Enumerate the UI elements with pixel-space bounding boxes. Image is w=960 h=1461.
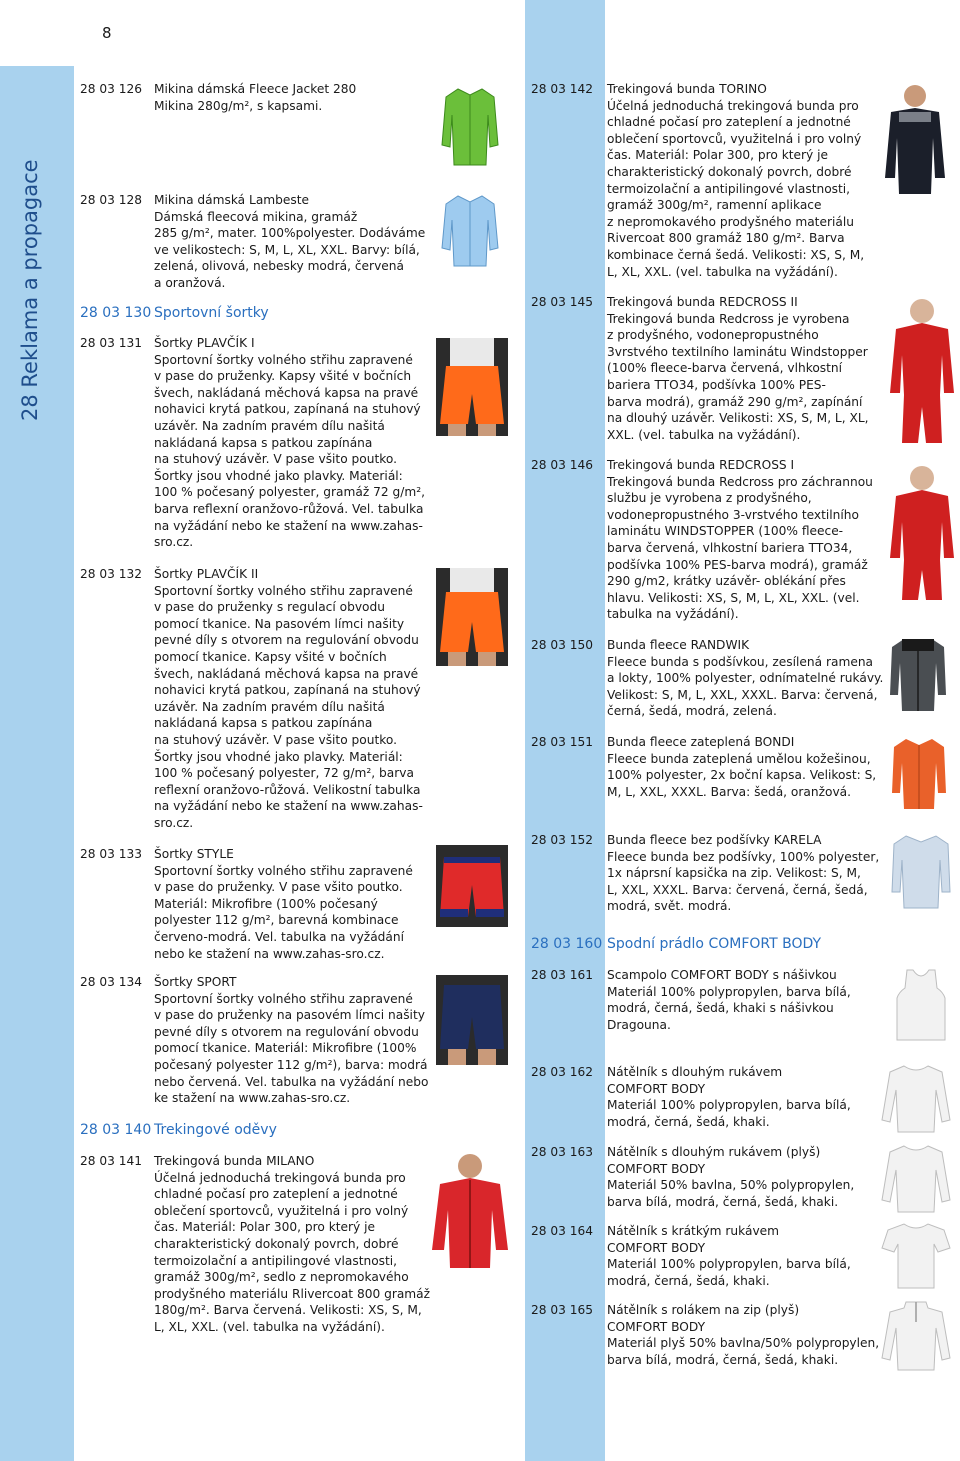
description-line: COMFORT BODY	[607, 1319, 706, 1334]
product-description	[607, 457, 873, 623]
description-line: Bunda fleece RANDWIK	[607, 638, 750, 652]
white-shortsleeve-164-image	[880, 1222, 952, 1290]
description-line: 3vrstvého textilního laminátu Windstopper	[607, 344, 868, 359]
product-code: 28 03 142	[531, 82, 594, 96]
description-line: barva červená, vlhkostní bariera TTO34,	[607, 540, 853, 555]
description-line: pevné díly s otvorem na regulování obvodu	[154, 633, 419, 648]
description-line: službu je vyrobena z prodyšného,	[607, 491, 812, 506]
red-jacket-redcross-2-image	[888, 295, 956, 445]
description-line: L, XXL, XXXL. Barva: červená, černá, šedá,	[607, 882, 868, 897]
description-line: 180g/m². Barva červená. Velikosti: XS, S, M,	[154, 1303, 422, 1318]
description-line: Bunda fleece bez podšívky KARELA	[607, 833, 822, 847]
red-jacket-milano-image	[430, 1150, 510, 1270]
description-line: na stuhový uzávěr. V pase všito poutko.	[154, 452, 397, 467]
description-line: gramáž 300g/m², ramenní aplikace	[607, 198, 822, 213]
description-line: Nátělník s dlouhým rukávem	[607, 1065, 783, 1079]
description-line: modrá, svět. modrá.	[607, 899, 732, 914]
white-zip-turtleneck-165-image	[880, 1300, 952, 1372]
description-line: barva modrá), gramáž 290 g/m², zapínání	[607, 394, 863, 409]
description-line: Šortky SPORT	[154, 975, 237, 989]
product-description	[607, 1144, 854, 1210]
description-line: Materiál 100% polypropylen, barva bílá,	[607, 984, 851, 999]
description-line: v pase do pruženky. V pase všito poutko.	[154, 880, 403, 895]
description-line: sro.cz.	[154, 815, 194, 830]
description-line: 100 % počesaný polyester, gramáž 72 g/m²,	[154, 485, 425, 500]
description-line: L, XL, XXL. (vel. tabulka na vyžádání).	[607, 264, 838, 279]
description-line: Mikina 280g/m², s kapsami.	[154, 98, 323, 113]
orange-shorts-plavcik-2-image	[436, 568, 508, 666]
description-line: COMFORT BODY	[607, 1161, 706, 1176]
description-line: Materiál 100% polypropylen, barva bílá,	[607, 1098, 851, 1113]
product-code: 28 03 128	[80, 193, 143, 207]
description-line: nakládaná kapsa s patkou zapínána	[154, 435, 373, 450]
white-longsleeve-162-image	[880, 1064, 952, 1134]
description-line: chladné počasí pro zateplení a jednotné	[154, 1187, 398, 1202]
description-line: modrá, černá, šedá, khaki s nášivkou	[607, 1001, 834, 1016]
description-line: uzávěr. Na zadním pravém dílu našitá	[154, 699, 385, 714]
description-line: Bunda fleece zateplená BONDI	[607, 735, 795, 749]
description-line: Fleece bunda s podšívkou, zesílená ramena	[607, 654, 874, 669]
description-line: gramáž 300g/m², sedlo z nepromokavého	[154, 1270, 409, 1285]
orange-shorts-plavcik-1-image	[436, 338, 508, 436]
product-code: 28 03 134	[80, 975, 143, 989]
product-code: 28 03 161	[531, 968, 594, 982]
product-code: 28 03 163	[531, 1145, 594, 1159]
description-line: modrá, černá, šedá, khaki.	[607, 1114, 770, 1129]
description-line: na vyžádání nebo ke stažení na www.zahas-	[154, 518, 423, 533]
product-description	[154, 335, 425, 551]
product-code: 28 03 146	[531, 458, 594, 472]
description-line: uzávěr. Na zadním pravém dílu našitá	[154, 418, 385, 433]
section-code: 28 03 140	[80, 1122, 152, 1138]
description-line: prodyšného materiálu Rlivercoat 800 gramáž	[154, 1286, 431, 1301]
product-description	[607, 294, 869, 443]
description-line: charakteristický dokonalý povrch, dobré	[154, 1236, 399, 1251]
description-line: oblečení sportovců, využitelná i pro volný	[154, 1203, 409, 1218]
product-description	[607, 81, 864, 280]
description-line: Šortky jsou vhodné jako plavky. Materiál:	[154, 749, 403, 764]
description-line: nohavici krytá patkou, zapínaná na stuhový	[154, 402, 421, 417]
description-line: COMFORT BODY	[607, 1240, 706, 1255]
black-grey-jacket-torino-image	[883, 82, 947, 200]
product-code: 28 03 164	[531, 1224, 594, 1238]
description-line: Materiál: Mikrofibre (100% počesaný	[154, 896, 378, 911]
light-blue-fleece-jacket-image	[440, 192, 500, 270]
product-description	[154, 974, 428, 1107]
description-line: Mikina dámská Fleece Jacket 280	[154, 82, 357, 96]
description-line: na dlouhý uzávěr. Velikosti: XS, S, M, L, XL,	[607, 411, 869, 426]
light-blue-fleece-karela-image	[890, 832, 952, 912]
description-line: modrá, černá, šedá, khaki.	[607, 1273, 770, 1288]
description-line: pomocí tkanice. Kapsy všité v bočních	[154, 649, 387, 664]
product-code: 28 03 150	[531, 638, 594, 652]
description-line: charakteristický dokonalý povrch, dobré	[607, 164, 852, 179]
description-line: 100% polyester, 2x boční kapsa. Velikost: S,	[607, 768, 877, 783]
description-line: nohavici krytá patkou, zapínaná na stuhový	[154, 683, 421, 698]
description-line: červeno-modrá. Vel. tabulka na vyžádání	[154, 929, 404, 944]
description-line: Scampolo COMFORT BODY s nášivkou	[607, 968, 837, 982]
description-line: 1x náprsní kapsička na zip. Velikost: S, M,	[607, 866, 861, 881]
product-code: 28 03 162	[531, 1065, 594, 1079]
product-description	[607, 734, 876, 800]
description-line: Nátělník s dlouhým rukávem (plyš)	[607, 1145, 821, 1159]
description-line: Nátělník s rolákem na zip (plyš)	[607, 1303, 800, 1317]
description-line: chladné počasí pro zateplení a jednotné	[607, 115, 851, 130]
description-line: Rivercoat 800 gramáž 180 g/m². Barva	[607, 231, 845, 246]
description-line: podšívka 100% PES-barva modrá), gramáž	[607, 557, 868, 572]
description-line: pomocí tkanice. Na pasovém límci našity	[154, 616, 405, 631]
description-line: ve velikostech: S, M, L, XL, XXL. Barvy: bílá,	[154, 242, 420, 257]
navy-shorts-sport-image	[436, 975, 508, 1065]
description-line: Trekingová bunda REDCROSS II	[607, 295, 798, 309]
product-description	[154, 566, 423, 832]
description-line: 290 g/m2, krátky uzávěr- oblékání přes	[607, 574, 846, 589]
description-line: Materiál 50% bavlna, 50% polypropylen,	[607, 1178, 855, 1193]
description-line: sro.cz.	[154, 535, 194, 550]
description-line: polyester 112 g/m², barevná kombinace	[154, 913, 399, 928]
description-line: nebo ke stažení na www.zahas-sro.cz.	[154, 946, 385, 961]
product-description	[607, 637, 883, 720]
description-line: barva reflexní oranžovo-růžová. Vel. tabulka	[154, 501, 424, 516]
product-description	[607, 1223, 851, 1289]
description-line: L, XL, XXL. (vel. tabulka na vyžádání).	[154, 1319, 385, 1334]
description-line: počesaný polyester 112 g/m²), barva: modrá	[154, 1057, 428, 1072]
product-code: 28 03 132	[80, 567, 143, 581]
grey-black-fleece-randwik-image	[888, 635, 948, 715]
description-line: Mikina dámská Lambeste	[154, 193, 310, 207]
product-code: 28 03 131	[80, 336, 143, 350]
description-line: nakládaná kapsa s patkou zapínána	[154, 716, 373, 731]
description-line: nebo červená. Vel. tabulka na vyžádání nebo	[154, 1074, 429, 1089]
product-code: 28 03 152	[531, 833, 594, 847]
description-line: Šortky STYLE	[154, 847, 234, 861]
description-line: Trekingová bunda REDCROSS I	[607, 458, 795, 472]
sidebar-band	[0, 66, 74, 1461]
product-code: 28 03 133	[80, 847, 143, 861]
description-line: (100% fleece-barva červená, vlhkostní	[607, 361, 843, 376]
description-line: ke stažení na www.zahas-sro.cz.	[154, 1091, 351, 1106]
section-code: 28 03 160	[531, 936, 603, 952]
description-line: v pase do pruženky na pasovém límci našity	[154, 1008, 425, 1023]
description-line: Sportovní šortky volného střihu zapravené	[154, 991, 413, 1006]
section-code: 28 03 130	[80, 305, 152, 321]
product-description	[154, 1153, 430, 1336]
white-vest-scampolo-image	[893, 968, 949, 1043]
orange-fleece-bondi-image	[890, 735, 948, 813]
product-description	[607, 832, 879, 915]
page-number: 8	[102, 24, 112, 42]
product-code: 28 03 126	[80, 82, 143, 96]
chapter-title: 28 Reklama a propagace	[18, 159, 42, 421]
description-line: Sportovní šortky volného střihu zapravené	[154, 863, 413, 878]
product-description	[607, 1064, 851, 1130]
description-line: tabulka na vyžádání).	[607, 607, 739, 622]
description-line: kombinace černá šedá. Velikosti: XS, S, M,	[607, 247, 865, 262]
description-line: Sportovní šortky volného střihu zapravené	[154, 583, 413, 598]
description-line: Účelná jednoduchá trekingová bunda pro	[607, 98, 859, 113]
description-line: Trekingová bunda TORINO	[607, 82, 767, 96]
product-code: 28 03 151	[531, 735, 594, 749]
product-code: 28 03 141	[80, 1154, 143, 1168]
description-line: 285 g/m², mater. 100%polyester. Dodáváme	[154, 226, 426, 241]
description-line: Trekingová bunda Redcross pro záchrannou	[607, 474, 873, 489]
section-title: Spodní prádlo COMFORT BODY	[607, 936, 822, 952]
product-description	[607, 1302, 879, 1368]
description-line: XXL. (vel. tabulka na vyžádání).	[607, 427, 801, 442]
product-description	[607, 967, 851, 1033]
red-blue-shorts-style-image	[436, 845, 508, 927]
description-line: termoizolační a antipilingové vlastnosti,	[154, 1253, 398, 1268]
description-line: z nepromokavého prodyšného materiálu	[607, 214, 854, 229]
description-line: Účelná jednoduchá trekingová bunda pro	[154, 1170, 406, 1185]
description-line: v pase do pruženky. Kapsy všité v bočních	[154, 369, 412, 384]
description-line: hlavu. Velikosti: XS, S, M, L, XL, XXL. (vel.	[607, 590, 860, 605]
product-description	[154, 81, 356, 114]
description-line: čas. Materiál: Polar 300, pro který je	[607, 148, 829, 163]
description-line: termoizolační a antipilingové vlastnosti,	[607, 181, 851, 196]
description-line: Dragouna.	[607, 1017, 671, 1032]
description-line: barva bílá, modrá, černá, šedá, khaki.	[607, 1194, 839, 1209]
description-line: Sportovní šortky volného střihu zapravené	[154, 352, 413, 367]
description-line: pomocí tkanice. Materiál: Mikrofibre (100%	[154, 1041, 417, 1056]
center-code-band	[525, 0, 605, 1461]
description-line: Dámská fleecová mikina, gramáž	[154, 209, 358, 224]
description-line: Trekingová bunda MILANO	[154, 1154, 315, 1168]
description-line: reflexní oranžovo-růžová. Velikostní tabulka	[154, 782, 421, 797]
description-line: Šortky PLAVČÍK I	[154, 336, 255, 350]
description-line: a lokty, 100% polyester, odnímatelné rukávy.	[607, 671, 884, 686]
description-line: čas. Materiál: Polar 300, pro který je	[154, 1220, 376, 1235]
description-line: pevné díly s otvorem na regulování obvodu	[154, 1024, 419, 1039]
description-line: Šortky PLAVČÍK II	[154, 567, 259, 581]
description-line: na stuhový uzávěr. V pase všito poutko.	[154, 732, 397, 747]
description-line: z prodyšného, vodonepropustného	[607, 328, 819, 343]
description-line: Trekingová bunda Redcross je vyrobena	[607, 311, 850, 326]
section-title: Trekingové oděvy	[154, 1122, 277, 1138]
description-line: černá, šedá, modrá, zelená.	[607, 704, 777, 719]
description-line: oblečení sportovců, využitelná i pro volný	[607, 131, 862, 146]
description-line: COMFORT BODY	[607, 1081, 706, 1096]
description-line: Fleece bunda zateplená umělou kožešinou,	[607, 751, 871, 766]
description-line: Šortky jsou vhodné jako plavky. Materiál:	[154, 468, 403, 483]
description-line: Nátělník s krátkým rukávem	[607, 1224, 780, 1238]
description-line: a oranžová.	[154, 275, 226, 290]
product-description	[154, 192, 425, 292]
product-code: 28 03 145	[531, 295, 594, 309]
description-line: barva bílá, modrá, černá, šedá, khaki.	[607, 1352, 839, 1367]
description-line: M, L, XXL, XXXL. Barva: šedá, oranžová.	[607, 784, 851, 799]
description-line: Materiál 100% polypropylen, barva bílá,	[607, 1257, 851, 1272]
red-jacket-redcross-1-image	[888, 462, 956, 602]
description-line: laminátu WINDSTOPPER (100% fleece-	[607, 524, 844, 539]
description-line: zelená, olivová, nebesky modrá, červená	[154, 259, 404, 274]
description-line: Materiál plyš 50% bavlna/50% polypropylen,	[607, 1336, 880, 1351]
description-line: švech, nakládaná měchová kapsa na pravé	[154, 666, 419, 681]
green-fleece-jacket-image	[440, 85, 500, 170]
section-title: Sportovní šortky	[154, 305, 269, 321]
description-line: 100 % počesaný polyester, 72 g/m², barva	[154, 766, 414, 781]
description-line: v pase do pruženky s regulací obvodu	[154, 600, 385, 615]
description-line: vodonepropustného 3-vrstvého textilního	[607, 507, 859, 522]
white-longsleeve-163-image	[880, 1144, 952, 1214]
product-description	[154, 846, 413, 962]
description-line: Velikost: S, M, L, XXL, XXXL. Barva: červená,	[607, 687, 878, 702]
product-code: 28 03 165	[531, 1303, 594, 1317]
description-line: bariera TTO34, podšívka 100% PES-	[607, 377, 826, 392]
description-line: Fleece bunda bez podšívky, 100% polyester,	[607, 849, 880, 864]
description-line: na vyžádání nebo ke stažení na www.zahas-	[154, 799, 423, 814]
description-line: švech, nakládaná měchová kapsa na pravé	[154, 385, 419, 400]
